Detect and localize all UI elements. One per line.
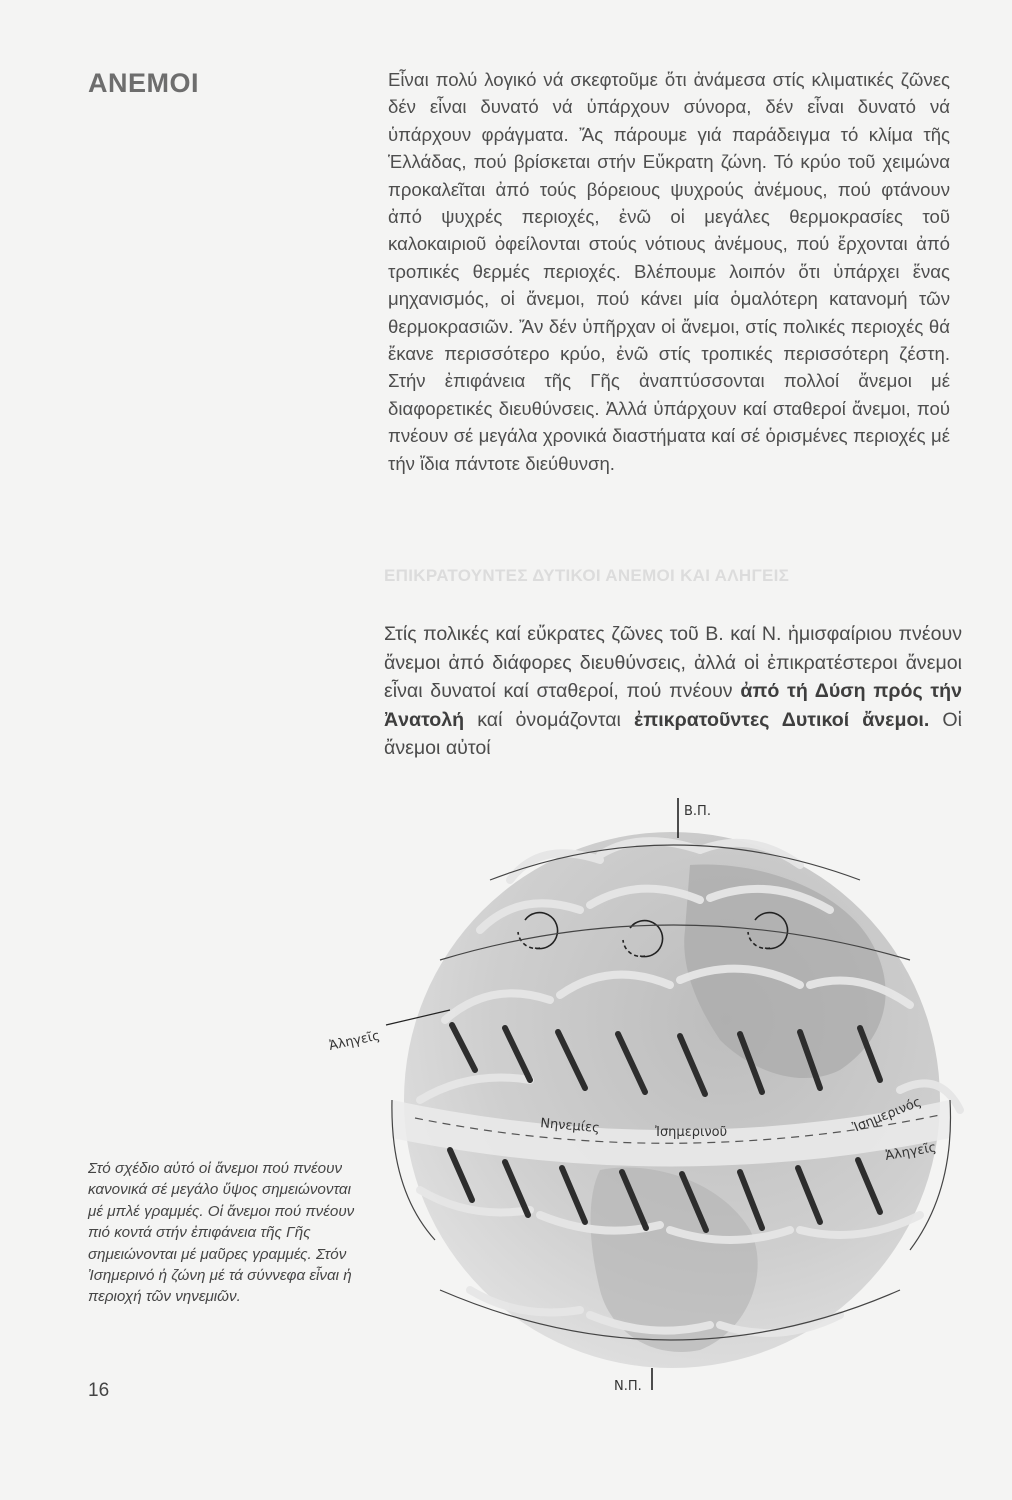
subsection-heading: ΕΠΙΚΡΑΤΟΥΝΤΕΣ ΔΥΤΙΚΟΙ ΑΝΕΜΟΙ ΚΑΙ ΑΛΗΓΕΙΣ bbox=[384, 566, 790, 585]
trade-winds-label-left: Ἀληγεῖς bbox=[327, 1028, 382, 1054]
page-number: 16 bbox=[88, 1380, 110, 1401]
text-run: Οἱ ἄνεμοι αὐτοί bbox=[384, 708, 962, 760]
intro-paragraph: Εἶναι πολύ λογικό νά σκεφτοῦμε ὅτι ἀνάμεσα στίς κλιματικές ζῶνες δέν εἶναι δυνατό νά ὑπάρχουν σύνορα, δέν εἶναι δυνατό νά ὑπάρχουν φράγματα. Ἄς πάρουμε γιά παράδειγμα τό κλίμα τῆς Ἑλλάδας, πού βρίσκεται στήν Εὔκρατη ζώνη. Τό κρύο τοῦ χειμώνα προκαλεῖται ἀπό τούς βόρειους ψυχρούς ἀνέμους, πού φτάνουν ἀπό ψυχρές περιοχές, ἐνῶ οἱ μεγάλες θερμοκρασίες τοῦ καλοκαιριοῦ ὀφείλονται στούς νότιους ἀνέμους, πού ἔρχονται ἀπό τροπικές θερμές περιοχές. Βλέπουμε λοιπόν ὅτι ὑπάρχει ἕνας μηχανισμός, οἱ ἄνεμοι, πού κάνει μία ὁμαλότερη κατανομή τῶν θερμοκρασιῶν. Ἄν δέν ὑπῆρχαν οἱ ἄνεμοι, στίς πολικές περιοχές θά ἔκανε περισσότερο κρύο, ἐνῶ στίς τροπικές περισσότερη ζέστη. Στήν ἐπιφάνεια τῆς Γῆς ἀναπτύσσονται πολλοί ἄνεμοι μέ διαφορετικές διευθύνσεις. Ἀλλά ὑπάρχουν καί σταθεροί ἄνεμοι, πού πνέουν σέ μεγάλα χρονικά διαστήματα καί σέ ὁρισμένες περιοχές μέ τήν ἴδια πάντοτε διεύθυνση. bbox=[388, 69, 950, 474]
text-run: Στίς πολικές καί εὔκρατες ζῶνες τοῦ Β. καί Ν. ἡμισφαίριου πνέουν ἄνεμοι ἀπό διάφορες διευθύνσεις, ἀλλά οἱ ἐπικρατέστεροι ἄνεμοι εἶναι δυνατοί καί σταθεροί, πού πνέουν bbox=[384, 623, 962, 703]
equator-label: Ἰσημερινοῦ bbox=[655, 1125, 728, 1140]
equator-label-right: Ἰσημερινός bbox=[850, 1094, 924, 1136]
section-title: ΑΝΕΜΟΙ bbox=[88, 68, 199, 98]
south-pole-label: Ν.Π. bbox=[614, 1379, 642, 1394]
globe-svg bbox=[300, 770, 1012, 1420]
trade-winds-label-right: Ἀληγεῖς bbox=[884, 1140, 938, 1164]
figure-caption: Στό σχέδιο αὐτό οἱ ἄνεμοι πού πνέουν κανονικά σέ μεγάλο ὕψος σημειώνονται μέ μπλέ γραμμές. Οἱ ἄνεμοι πού πνέουν πιό κοντά στήν ἐπιφάνεια τῆς Γῆς σημειώνονται μέ μαῦρες γραμμές. Στόν Ἰσημερινό ἡ ζώνη μέ τά σύννεφα εἶναι ἡ περιοχή τῶν νηνεμιῶν. bbox=[88, 1160, 355, 1306]
north-pole-label: Β.Π. bbox=[684, 804, 711, 819]
westerlies-paragraph bbox=[384, 620, 962, 763]
text-run: καί ὀνομάζονται bbox=[464, 708, 634, 731]
bold-phrase: ἀπό τή Δύση πρός τήν Ἀνατολή bbox=[384, 680, 963, 731]
bold-term: ἐπικρατοῦντες Δυτικοί ἄνεμοι. bbox=[633, 708, 930, 731]
globe-wind-diagram bbox=[300, 770, 1012, 1420]
doldrums-label: Νηνεμίες bbox=[539, 1116, 601, 1137]
